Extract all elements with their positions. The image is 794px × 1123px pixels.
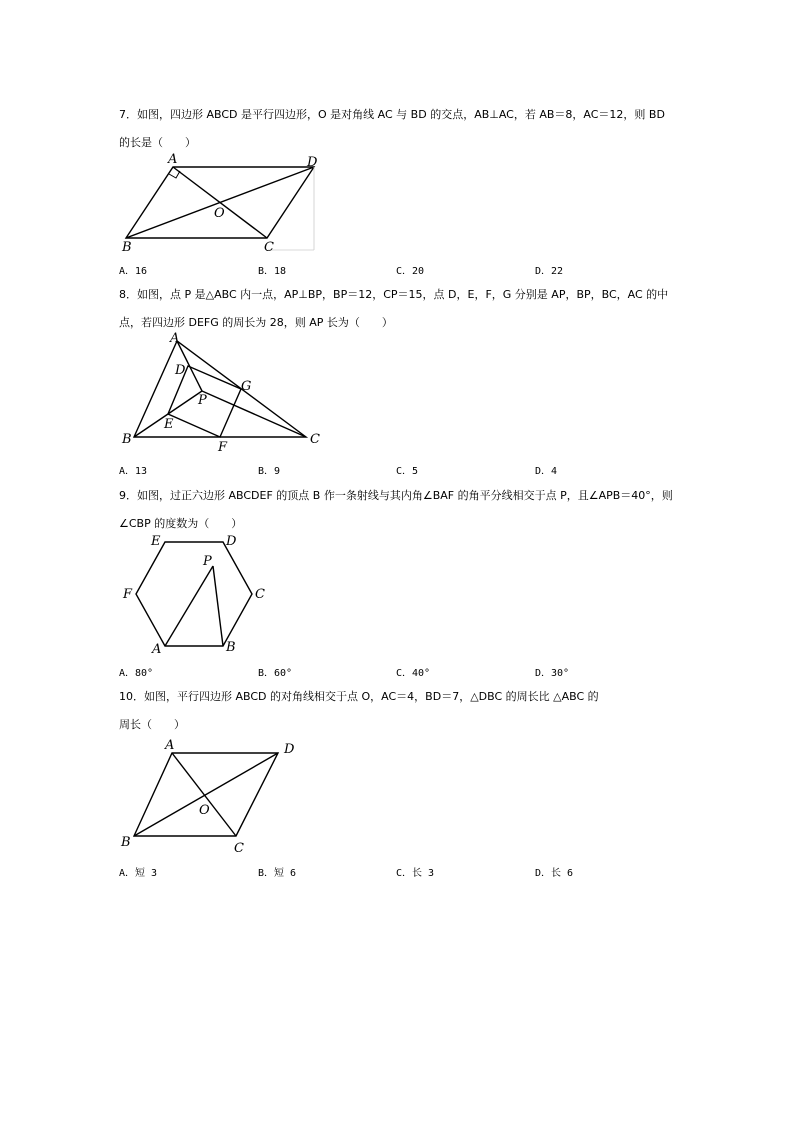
figure-7-label-c: C: [264, 240, 274, 255]
question-10-line-1: 10．如图，平行四边形 ABCD 的对角线相交于点 O，AC＝4，BD＝7，△DBC 的周长比 △ABC 的: [119, 690, 599, 703]
figure-8-label-b: B: [122, 432, 132, 447]
figure-8-label-c: C: [310, 432, 320, 447]
question-9-option-a[interactable]: A．80°: [119, 668, 154, 679]
figure-9-label-b: B: [226, 640, 236, 655]
question-10-option-a[interactable]: A．短 3: [119, 868, 158, 879]
question-9: [119, 489, 679, 531]
figure-9-label-e: E: [151, 534, 161, 549]
figure-9-segment-bp: [213, 566, 223, 646]
question-8-line-1: 8．如图，点 P 是△ABC 内一点，AP⊥BP，BP＝12，CP＝15，点 D，E，F，G 分别是 AP，BP，BC，AC 的中: [119, 288, 669, 301]
question-7-option-a[interactable]: A．16: [119, 266, 148, 277]
question-8-option-a[interactable]: A．13: [119, 466, 148, 477]
figure-8-label-e: E: [164, 417, 174, 432]
question-9-option-c[interactable]: C．40°: [396, 668, 431, 679]
figure-8-triangle: [118, 330, 328, 455]
figure-9-label-p: P: [203, 554, 212, 569]
figure-8-triangle-abc: [134, 341, 306, 437]
figure-10-parallelogram: [118, 735, 303, 860]
question-10-line-2: 周长（ ）: [119, 718, 185, 731]
figure-7-label-o: O: [214, 206, 225, 221]
question-10-option-d[interactable]: D．长 6: [535, 868, 574, 879]
figure-8-label-g: G: [241, 379, 252, 394]
figure-8-label-d: D: [175, 363, 186, 378]
figure-10-label-b: B: [121, 835, 131, 850]
figure-9-label-f: F: [123, 587, 133, 602]
question-7-line-1: 7．如图，四边形 ABCD 是平行四边形，O 是对角线 AC 与 BD 的交点，AB⊥AC，若 AB＝8，AC＝12，则 BD: [119, 108, 665, 121]
question-8: [119, 288, 679, 330]
figure-10-label-c: C: [234, 841, 244, 856]
question-7-option-c[interactable]: C．20: [396, 266, 425, 277]
figure-9-label-d: D: [226, 534, 237, 549]
figure-7-label-d: D: [307, 155, 318, 170]
question-10-option-c[interactable]: C．长 3: [396, 868, 435, 879]
figure-9-hexagon-abcdef: [136, 542, 252, 646]
question-8-line-2: 点，若四边形 DEFG 的周长为 28，则 AP 长为（ ）: [119, 316, 393, 329]
question-7-option-d[interactable]: D．22: [535, 266, 564, 277]
figure-10-label-o: O: [199, 803, 210, 818]
question-9-option-d[interactable]: D．30°: [535, 668, 570, 679]
figure-8-label-a: A: [170, 331, 180, 346]
figure-9-label-a: A: [152, 642, 162, 657]
figure-7-diagonal-bd: [126, 167, 314, 238]
figure-10-label-a: A: [165, 738, 175, 753]
question-9-option-b[interactable]: B．60°: [258, 668, 293, 679]
question-7-option-b[interactable]: B．18: [258, 266, 287, 277]
figure-7-right-angle-mark: [169, 171, 180, 178]
question-7: [119, 108, 679, 150]
figure-7-parallelogram: [118, 150, 323, 256]
figure-8-label-p: P: [198, 393, 207, 408]
figure-8-label-f: F: [218, 440, 228, 455]
question-9-line-2: ∠CBP 的度数为（ ）: [119, 517, 243, 530]
figure-9-segment-ap: [165, 566, 213, 646]
question-10: [119, 690, 679, 732]
question-9-line-1: 9．如图，过正六边形 ABCDEF 的顶点 B 作一条射线与其内角∠BAF 的角平分线相交于点 P，且∠APB＝40°，则: [119, 489, 673, 502]
figure-9-label-c: C: [255, 587, 265, 602]
question-7-line-2: 的长是（ ）: [119, 136, 196, 149]
question-8-option-b[interactable]: B．9: [258, 466, 281, 477]
figure-7-label-b: B: [122, 240, 132, 255]
question-10-option-b[interactable]: B．短 6: [258, 868, 297, 879]
question-8-option-d[interactable]: D．4: [535, 466, 558, 477]
figure-10-diagonal-ac: [172, 753, 236, 836]
question-8-option-c[interactable]: C．5: [396, 466, 419, 477]
figure-9-hexagon: [118, 530, 270, 658]
figure-7-label-a: A: [168, 152, 178, 167]
figure-10-label-d: D: [284, 742, 295, 757]
